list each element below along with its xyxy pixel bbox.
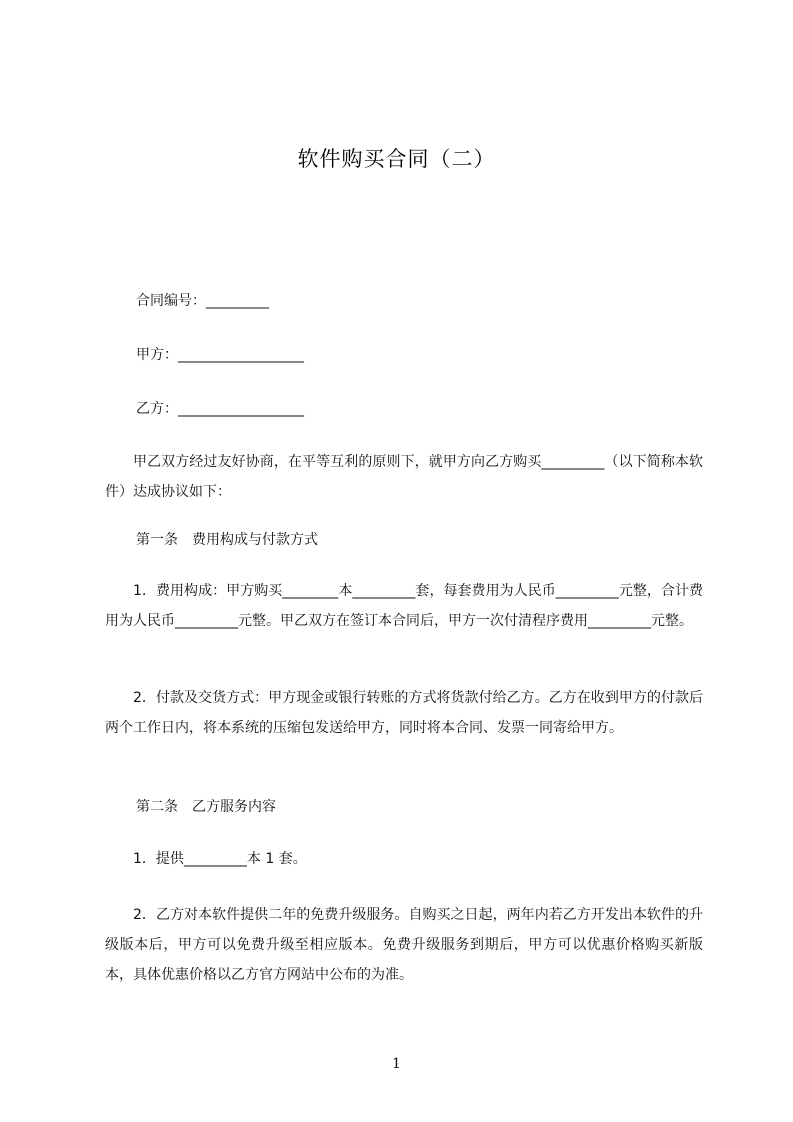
- page-number: 1: [392, 1056, 401, 1072]
- contract-number-field: 合同编号：_________: [136, 293, 269, 309]
- article-2-heading: 第二条 乙方服务内容: [136, 799, 276, 815]
- article-1-item-2: 2．付款及交货方式：甲方现金或银行转账的方式将货款付给乙方。乙方在收到甲方的付款后两个工作日内，将本系统的压缩包发送给甲方，同时将本合同、发票一同寄给甲方。: [105, 690, 703, 736]
- article-1-heading: 第一条 费用构成与付款方式: [136, 532, 318, 548]
- party-b-field: 乙方：__________________: [136, 401, 304, 417]
- document-title: 软件购买合同（二）: [297, 147, 496, 171]
- article-2-item-2: 2．乙方对本软件提供二年的免费升级服务。自购买之日起，两年内若乙方开发出本软件的升级版本后，甲方可以免费升级至相应版本。免费升级服务到期后，甲方可以优惠价格购买新版本，具体优惠价格以乙方官方网站中公布的为准。: [105, 907, 703, 983]
- article-2-item-1: 1．提供_________本 1 套。: [133, 851, 307, 867]
- article-1-item-1: 1．费用构成：甲方购买________本_________套，每套费用为人民币_________元整，合计费用为人民币_________元整。甲乙双方在签订本合同后，甲方一次付清程序费用_________元整。: [105, 583, 703, 629]
- intro-paragraph: 甲乙双方经过友好协商，在平等互利的原则下，就甲方向乙方购买_________（以下简称本软件）达成协议如下：: [105, 454, 703, 500]
- party-a-field: 甲方：__________________: [136, 347, 304, 363]
